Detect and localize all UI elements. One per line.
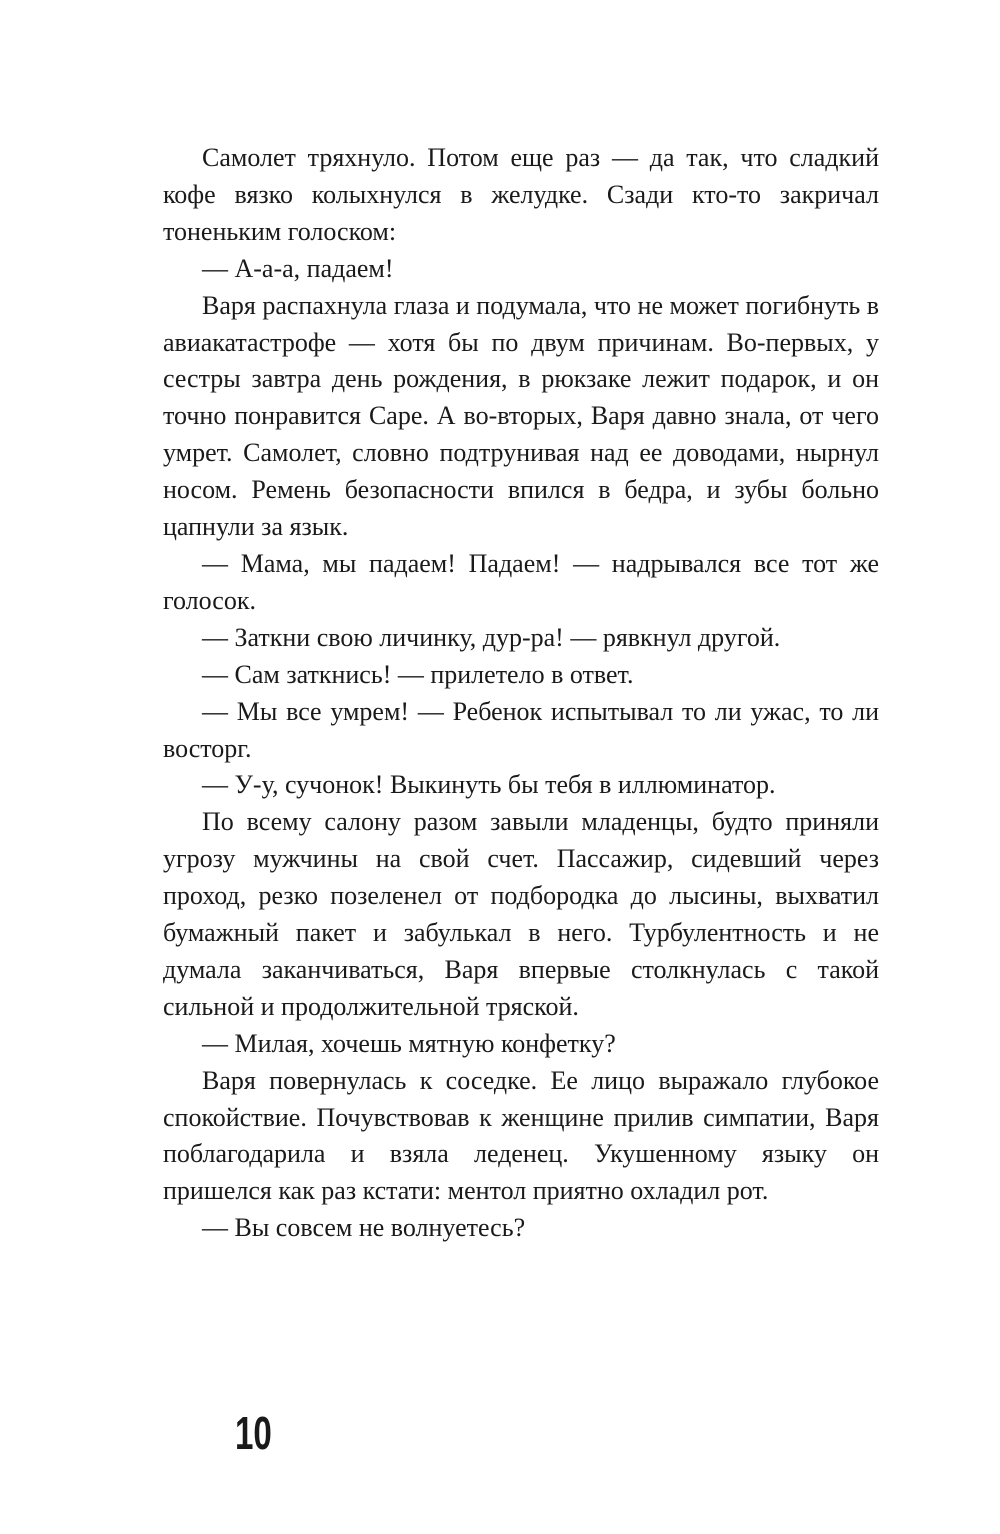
dialogue-line: — Заткни свою личинку, дур-ра! — рявкнул другой. [202,622,781,652]
paragraph: Самолет тряхнуло. Потом еще раз — да так, что сладкий кофе вязко колыхнулся в желудке. Сзади кто-то закричал тоненьким голоском: [163,143,879,246]
dialogue-line: — Мы все умрем! — Ребенок испытывал то ли ужас, то ли восторг. [163,696,879,763]
dialogue-line: — У-у, сучонок! Выкинуть бы тебя в иллюминатор. [202,770,776,800]
paragraph: Варя распахнула глаза и подумала, что не может погибнуть в авиакатастрофе — хотя бы по двум причинам. Во-первых, у сестры завтра день рождения, в рюкзаке лежит подарок, и он точно понравится Саре. А во-вторых, Варя давно знала, от чего умрет. Самолет, словно подтрунивая над ее доводами, нырнул носом. Ремень безопасности впился в бедра, и зубы больно цапнули за язык. [163,290,879,542]
dialogue-line: — А-а-а, падаем! [202,253,394,283]
dialogue-line: — Мама, мы падаем! Падаем! — надрывался все тот же голосок. [163,548,879,615]
paragraph: По всему салону разом завыли младенцы, будто приняли угрозу мужчины на свой счет. Пассажир, сидевший через проход, резко позеленел от подбородка до лысины, выхватил бумажный пакет и забулькал в него. Турбулентность и не думала заканчиваться, Варя впервые столкнулась с такой сильной и продолжительной тряской. [163,807,879,1021]
body-text [163,140,879,1247]
paragraph: Варя повернулась к соседке. Ее лицо выражало глубокое спокойствие. Почувствовав к женщине прилив симпатии, Варя поблагодарила и взяла леденец. Укушенному языку он пришелся как раз кстати: ментол приятно охладил рот. [163,1065,879,1206]
page-number: 10 [235,1407,272,1459]
dialogue-line: — Милая, хочешь мятную конфетку? [202,1028,616,1058]
dialogue-line: — Сам заткнись! — прилетело в ответ. [202,659,634,689]
dialogue-line: — Вы совсем не волнуетесь? [202,1213,526,1243]
